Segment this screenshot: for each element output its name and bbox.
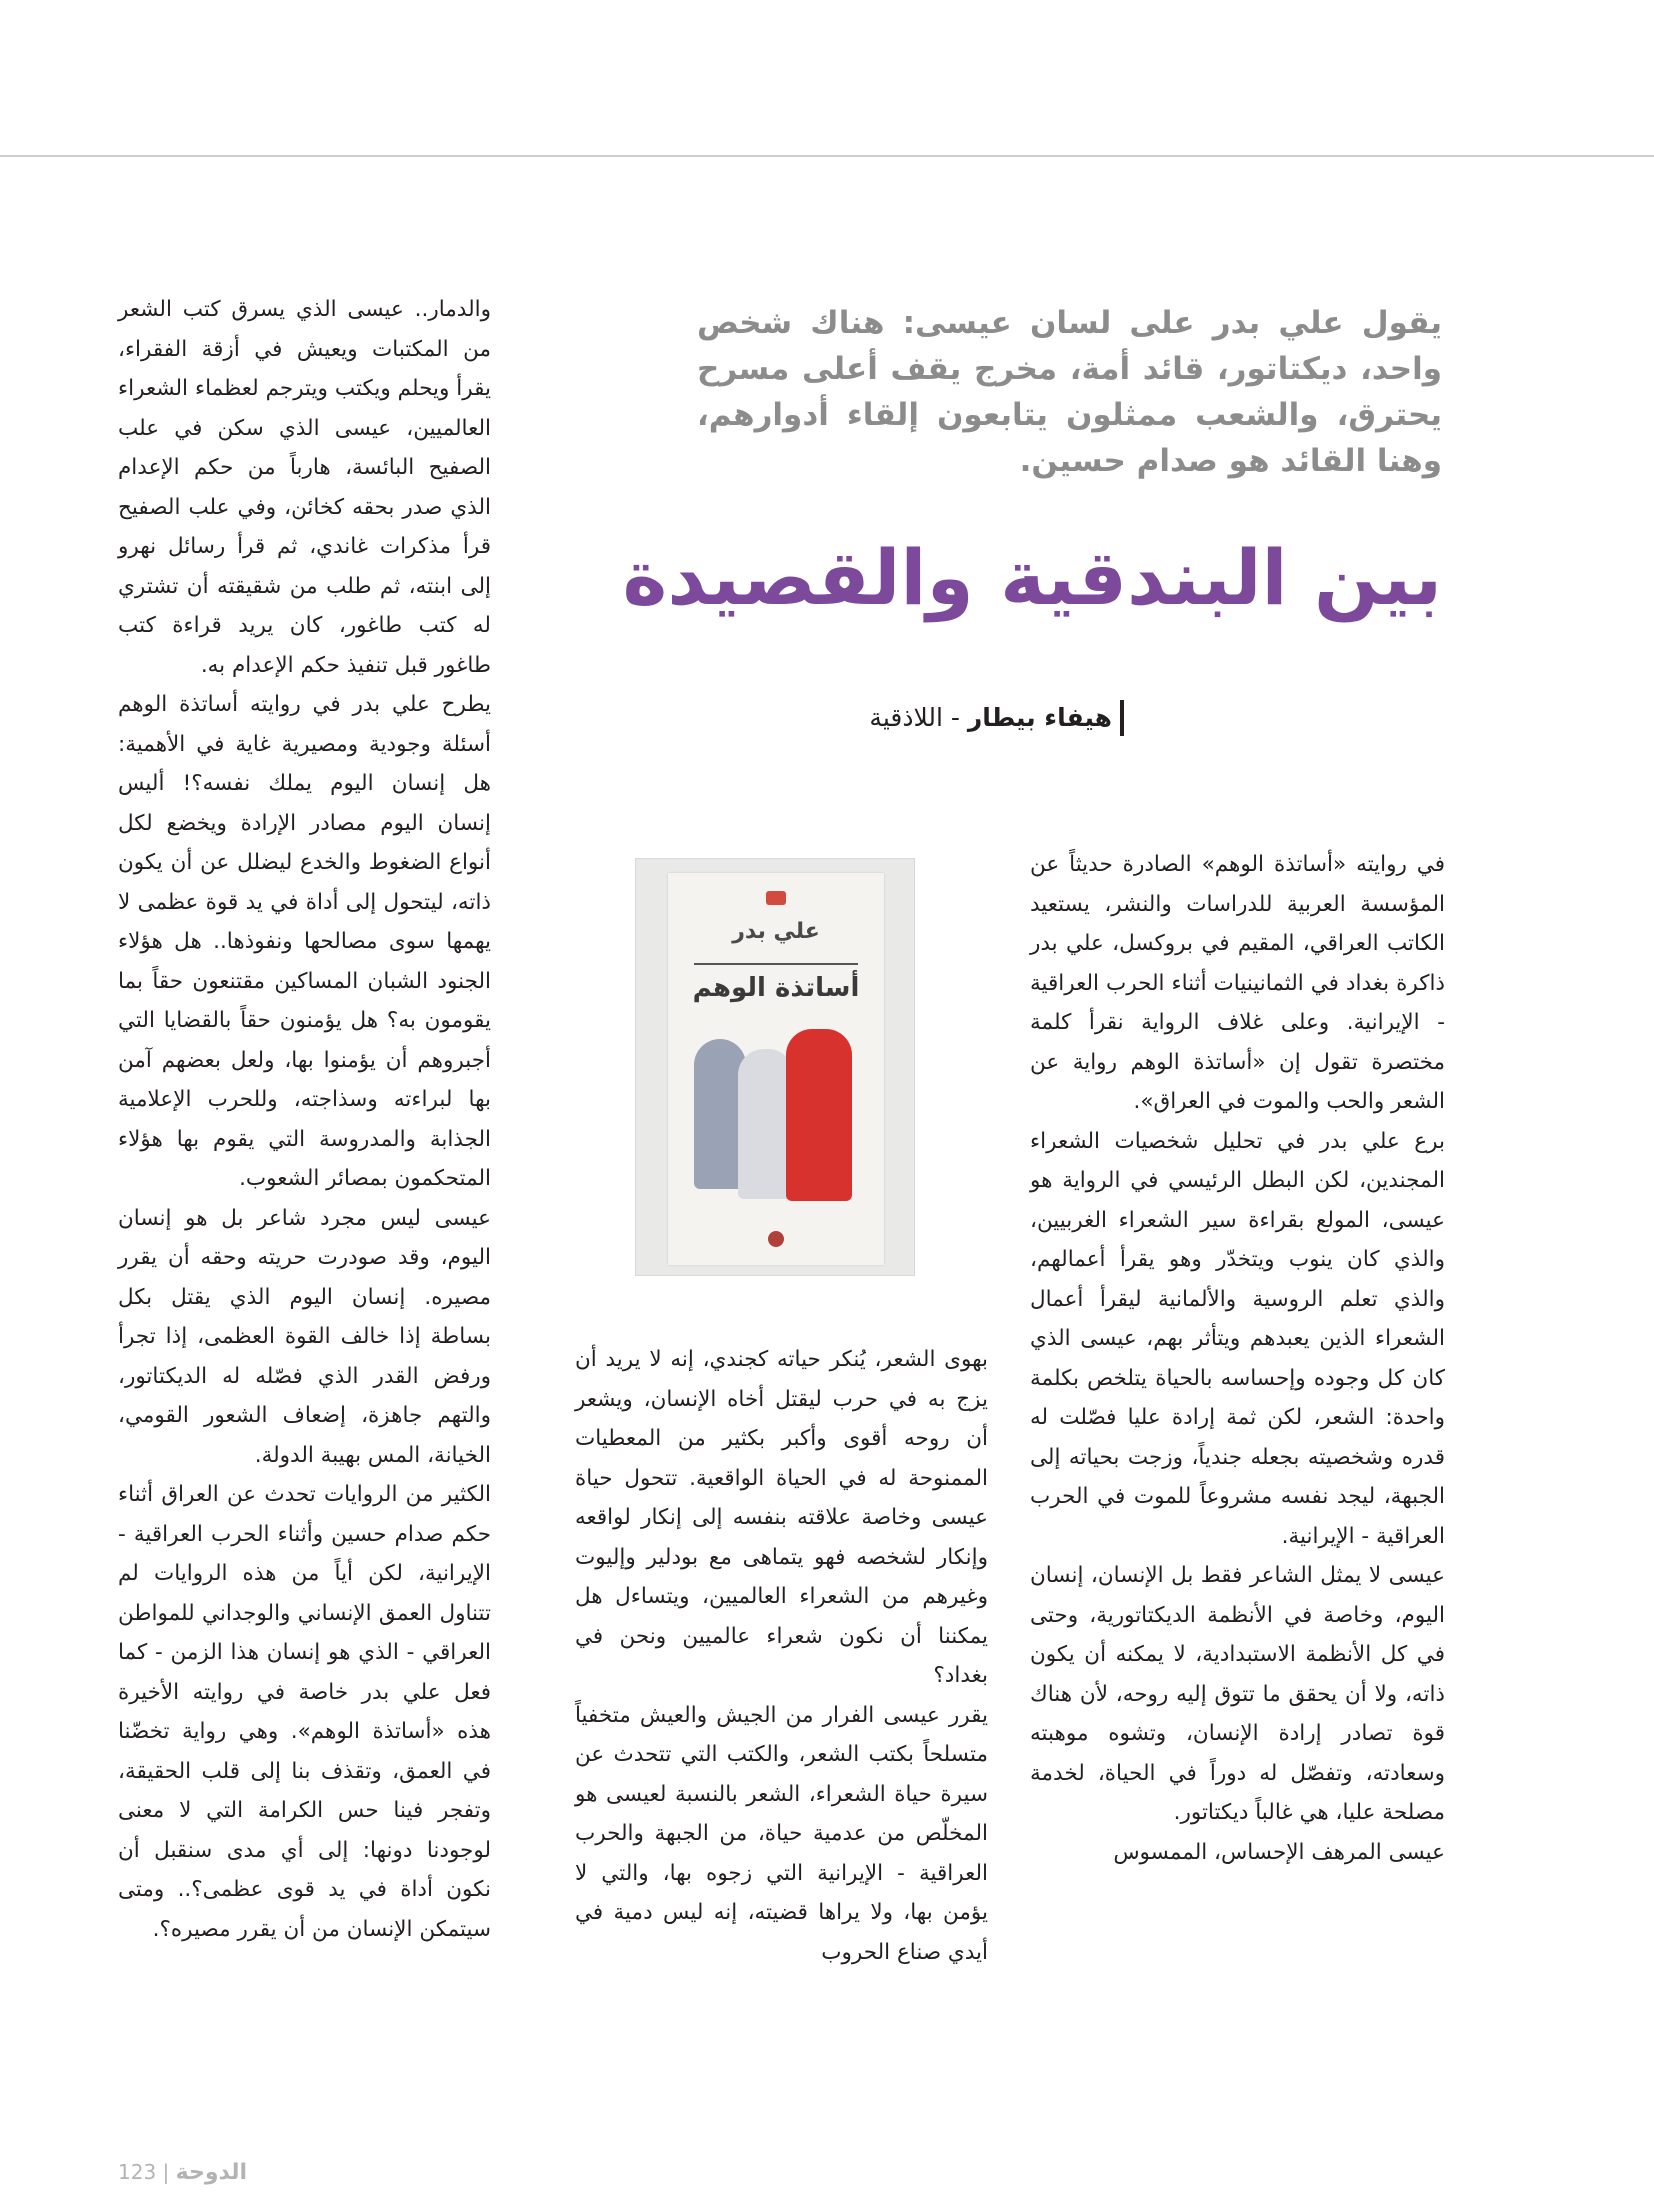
byline	[869, 700, 1124, 736]
column-middle	[575, 1340, 988, 2060]
author-name: هيفاء بيطار	[967, 703, 1112, 732]
paragraph: عيسى لا يمثل الشاعر فقط بل الإنسان، إنسان اليوم، وخاصة في الأنظمة الديكتاتورية، وحتى في كل الأنظمة الاستبدادية، لا يمكنه أن يكون ذاته، ولا أن يحقق ما تتوق إليه روحه، لأن هناك قوة تصادر إرادة الإنسان، وتشوه موهبته وسعادته، وتفصّل له دوراً في الحياة، لخدمة مصلحة عليا، هي غالباً ديكتاتور.	[1030, 1563, 1445, 1825]
page-number: 123	[118, 2160, 157, 2184]
magazine-logo: الدوحة	[175, 2160, 248, 2185]
cover-figure-red	[786, 1029, 852, 1201]
author-location: - اللاذقية	[869, 703, 960, 732]
column-left	[118, 290, 491, 2090]
top-rule	[0, 155, 1654, 157]
column-right	[1030, 845, 1445, 2055]
paragraph: والدمار.. عيسى الذي يسرق كتب الشعر من المكتبات ويعيش في أزقة الفقراء، يقرأ ويحلم ويكتب ويترجم لعظماء الشعراء العالميين، عيسى الذي سكن في علب الصفيح البائسة، هارباً من حكم الإعدام الذي صدر بحقه كخائن، وفي علب الصفيح قرأ مذكرات غاندي، ثم قرأ رسائل نهرو إلى ابنته، ثم طلب من شقيقته أن تشتري له كتب طاغور، كان يريد قراءة كتب طاغور قبل تنفيذ حكم الإعدام به.	[118, 297, 491, 678]
publisher-logo	[766, 891, 786, 905]
paragraph: يطرح علي بدر في روايته أساتذة الوهم أسئلة وجودية ومصيرية غاية في الأهمية: هل إنسان اليوم يملك نفسه؟! أليس إنسان اليوم مصادر الإرادة ويخضع لكل أنواع الضغوط والخدع ليضلل عن أن يكون ذاته، ليتحول إلى أداة في يد قوة عظمى لا يهمها سوى مصالحها ونفوذها.. هل هؤلاء الجنود الشبان المساكين مقتنعون حقاً بما يقومون به؟ هل يؤمنون حقاً بالقضايا التي أجبروهم أن يؤمنوا بها، ولعل بعضهم آمن بها لبراءته وسذاجته، وللحرب الإعلامية الجذابة والمدروسة التي يقوم بها هؤلاء المتحكمون بمصائر الشعوب.	[118, 692, 491, 1191]
book-cover-divider	[694, 963, 858, 965]
book-cover	[668, 873, 884, 1265]
book-cover-author: علي بدر	[732, 919, 820, 944]
book-cover-image	[635, 858, 915, 1276]
paragraph: الكثير من الروايات تحدث عن العراق أثناء حكم صدام حسين وأثناء الحرب العراقية - الإيرانية، لكن أياً من هذه الروايات لم تتناول العمق الإنساني والوجداني للمواطن العراقي - الذي هو إنسان هذا الزمن - كما فعل علي بدر خاصة في روايته الأخيرة هذه «أساتذة الوهم». وهي رواية تخضّنا في العمق، وتقذف بنا إلى قلب الحقيقة، وتفجر فينا حس الكرامة التي لا معنى لوجودنا دونها: إلى أي مدى سنقبل أن نكون أداة في يد قوى عظمى؟.. ومتى سيتمكن الإنسان من أن يقرر مصيره؟.	[118, 1482, 491, 1942]
paragraph: بهوى الشعر، يُنكر حياته كجندي، إنه لا يريد أن يزج به في حرب ليقتل أخاه الإنسان، ويشعر أن روحه أقوى وأكبر بكثير من المعطيات الممنوحة له في الحياة الواقعية. تتحول حياة عيسى وخاصة علاقته بنفسه إلى إنكار لواقعه وإنكار لشخصه فهو يتماهى مع بودلير وإليوت وغيرهم من الشعراء العالميين، ويتساءل هل يمكننا أن نكون شعراء عالميين ونحن في بغداد؟	[575, 1347, 988, 1688]
paragraph: برع علي بدر في تحليل شخصيات الشعراء المجندين، لكن البطل الرئيسي في الرواية هو عيسى، المولع بقراءة سير الشعراء الغربيين، والذي كان ينوب ويتخدّر وهو يقرأ أعمالهم، والذي تعلم الروسية والألمانية ليقرأ أعمال الشعراء الذين يعبدهم ويتأثر بهم، عيسى الذي كان كل وجوده وإحساسه بالحياة يتلخص بكلمة واحدة: الشعر، لكن ثمة إرادة عليا فصّلت له قدره وشخصيته بجعله جندياً، وزجت بحياته إلى الجبهة، ليجد نفسه مشروعاً للموت في الحرب العراقية - الإيرانية.	[1030, 1128, 1445, 1549]
paragraph: عيسى المرهف الإحساس، الممسوس	[1113, 1839, 1445, 1865]
page-footer	[118, 2160, 247, 2185]
footer-separator: |	[162, 2160, 170, 2184]
paragraph: يقرر عيسى الفرار من الجيش والعيش متخفياً متسلحاً بكتب الشعر، والكتب التي تتحدث عن سيرة حياة الشعراء، الشعر بالنسبة لعيسى هو المخلّص من عدمية حياة، من الجبهة والحرب العراقية - الإيرانية التي زجوه بها، والتي لا يؤمن بها، ولا يراها قضيته، إنه ليس دمية في أيدي صناع الحروب	[575, 1702, 988, 1965]
paragraph: عيسى ليس مجرد شاعر بل هو إنسان اليوم، وقد صودرت حريته وحقه أن يقرر مصيره. إنسان اليوم الذي يقتل بكل بساطة إذا خالف القوة العظمى، إذا تجرأ ورفض القدر الذي فصّله له الديكتاتور، والتهم جاهزة، إضعاف الشعور القومي، الخيانة، المس بهيبة الدولة.	[118, 1205, 491, 1468]
book-cover-title: أساتذة الوهم	[692, 973, 860, 1003]
cover-emblem	[768, 1231, 784, 1247]
article-title: بين البندقية والقصيدة	[622, 533, 1442, 622]
article-intro: يقول علي بدر على لسان عيسى: هناك شخص واحد، ديكتاتور، قائد أمة، مخرج يقف أعلى مسرح يحترق، والشعب ممثلون يتابعون إلقاء أدوارهم، وهنا القائد هو صدام حسين.	[697, 305, 1442, 479]
paragraph: في روايته «أساتذة الوهم» الصادرة حديثاً عن المؤسسة العربية للدراسات والنشر، يستعيد الكاتب العراقي، المقيم في بروكسل، علي بدر ذاكرة بغداد في الثمانينيات أثناء الحرب العراقية - الإيرانية. وعلى غلاف الرواية نقرأ كلمة مختصرة تقول إن «أساتذة الوهم رواية عن الشعر والحب والموت في العراق».	[1030, 852, 1445, 1114]
